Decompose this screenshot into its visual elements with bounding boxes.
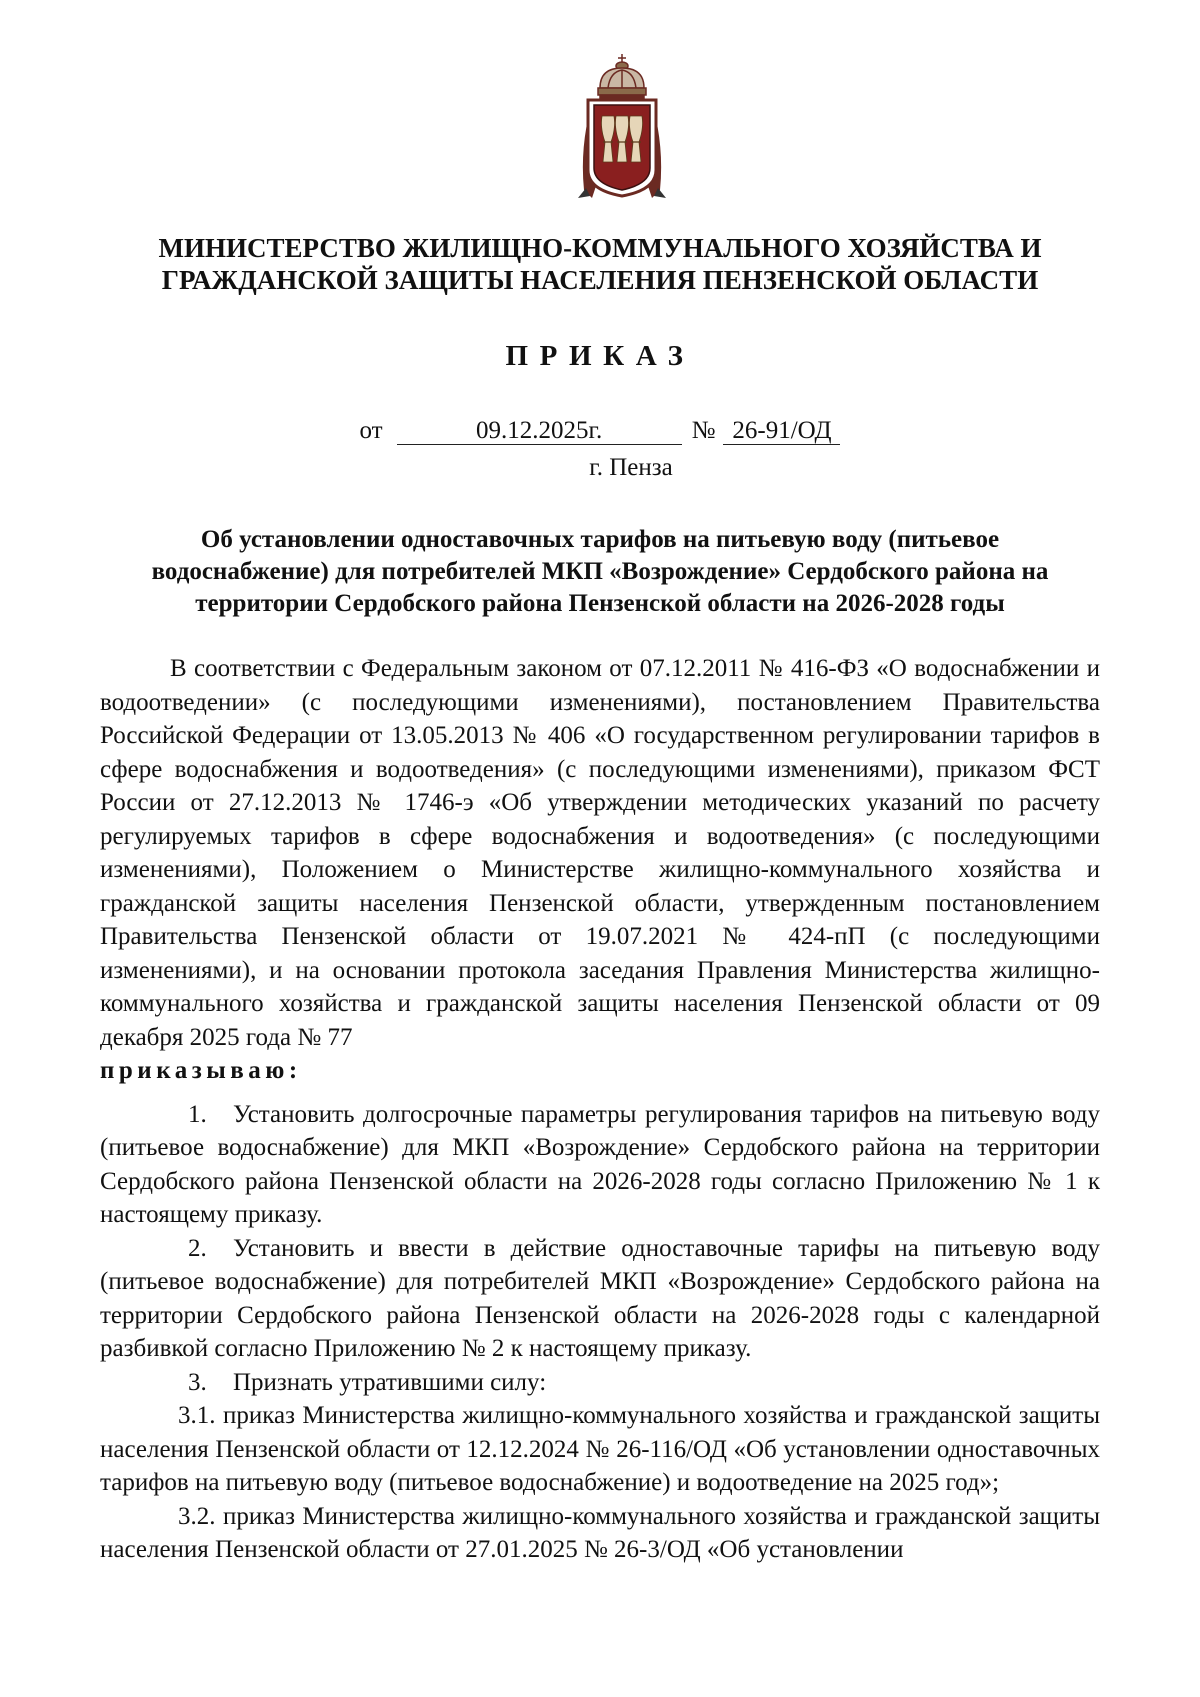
item-text: Признать утратившими силу: bbox=[233, 1368, 547, 1396]
subitem-number: 3.2. bbox=[178, 1502, 216, 1530]
subject-line-1: Об установлении одноставочных тарифов на питьевую воду (питьевое bbox=[200, 526, 1000, 553]
item-text: Установить долгосрочные параметры регулирования тарифов на питьевую воду (питьевое водоснабжение) для МКП «Возрождение» Сердобского района на территории Сердобского района Пензенской области на 2026-2028 годы согласно Приложению № 1 к настоящему приказу. bbox=[100, 1100, 1100, 1228]
ministry-line-2: ГРАЖДАНСКОЙ ЗАЩИТЫ НАСЕЛЕНИЯ ПЕНЗЕНСКОЙ ОБЛАСТИ bbox=[161, 265, 1039, 295]
ministry-line-1: МИНИСТЕРСТВО ЖИЛИЩНО-КОММУНАЛЬНОГО ХОЗЯЙСТВА И bbox=[158, 233, 1042, 263]
order-number: 26-91/ОД bbox=[723, 418, 840, 445]
document-type-title: ПРИКАЗ bbox=[505, 340, 695, 372]
subject-line-2: водоснабжение) для потребителей МКП «Возрождение» Сердобского района на bbox=[151, 558, 1049, 585]
preamble-paragraph bbox=[100, 652, 1100, 1054]
number-prefix: № bbox=[691, 417, 716, 444]
order-body bbox=[100, 652, 1100, 1567]
order-word-paragraph bbox=[100, 1054, 1100, 1088]
city-name: г. Пенза bbox=[589, 454, 673, 481]
subitem-text: приказ Министерства жилищно-коммунального хозяйства и гражданской защиты населения Пензенской области от 12.12.2024 № 26-116/ОД «Об установлении одноставочных тарифов на питьевую воду (питьевое водоснабжение) и водоотведение на 2025 год»; bbox=[100, 1402, 1101, 1496]
preamble-text: В соответствии с Федеральным законом от 07.12.2011 № 416-ФЗ «О водоснабжении и водоотведении» (с последующими изменениями), постановлением Правительства Российской Федерации от 13.05.2013 № 406 «О государственном регулировании тарифов в сфере водоснабжения и водоотведения» (с последующими изменениями), приказом ФСТ России от 27.12.2013 № 1746-э «Об утверждении методических указаний по расчету регулируемых тарифов в сфере водоснабжения и водоотведения» (с последующими изменениями), Положением о Министерстве жилищно-коммунального хозяйства и гражданской защиты населения Пензенской области, утвержденным постановлением Правительства Пензенской области от 19.07.2021 № 424-пП (с последующими изменениями), и на основании протокола заседания Правления Министерства жилищно-коммунального хозяйства и гражданской защиты населения Пензенской области от 09 декабря 2025 года № 77 bbox=[100, 655, 1100, 1051]
subitem-number: 3.1. bbox=[178, 1402, 216, 1429]
order-date: 09.12.2025г. bbox=[397, 418, 682, 445]
list-item bbox=[100, 1366, 1100, 1400]
date-prefix: от bbox=[359, 417, 383, 444]
ministry-name bbox=[100, 232, 1100, 296]
order-word: приказываю: bbox=[100, 1057, 302, 1084]
item-number: 3. bbox=[188, 1368, 207, 1396]
order-subject bbox=[100, 524, 1100, 620]
list-item bbox=[100, 1098, 1100, 1232]
list-item bbox=[100, 1232, 1100, 1366]
subitem-text: приказ Министерства жилищно-коммунального хозяйства и гражданской защиты населения Пензенской области от 27.01.2025 № 26-3/ОД «Об установлении bbox=[100, 1502, 1101, 1563]
coat-of-arms-emblem bbox=[570, 50, 674, 200]
sub-list-item bbox=[100, 1399, 1100, 1500]
item-number: 1. bbox=[188, 1100, 207, 1128]
item-text: Установить и ввести в действие одноставочные тарифы на питьевую воду (питьевое водоснабжение) для потребителей МКП «Возрождение» Сердобского района на территории Сердобского района Пензенской области на 2026-2028 годы с календарной разбивкой согласно Приложению № 2 к настоящему приказу. bbox=[100, 1234, 1100, 1362]
subject-line-3: территории Сердобского района Пензенской области на 2026-2028 годы bbox=[195, 590, 1005, 617]
sub-list-item bbox=[100, 1500, 1100, 1567]
item-number: 2. bbox=[188, 1234, 207, 1262]
date-number-line bbox=[0, 416, 1200, 446]
